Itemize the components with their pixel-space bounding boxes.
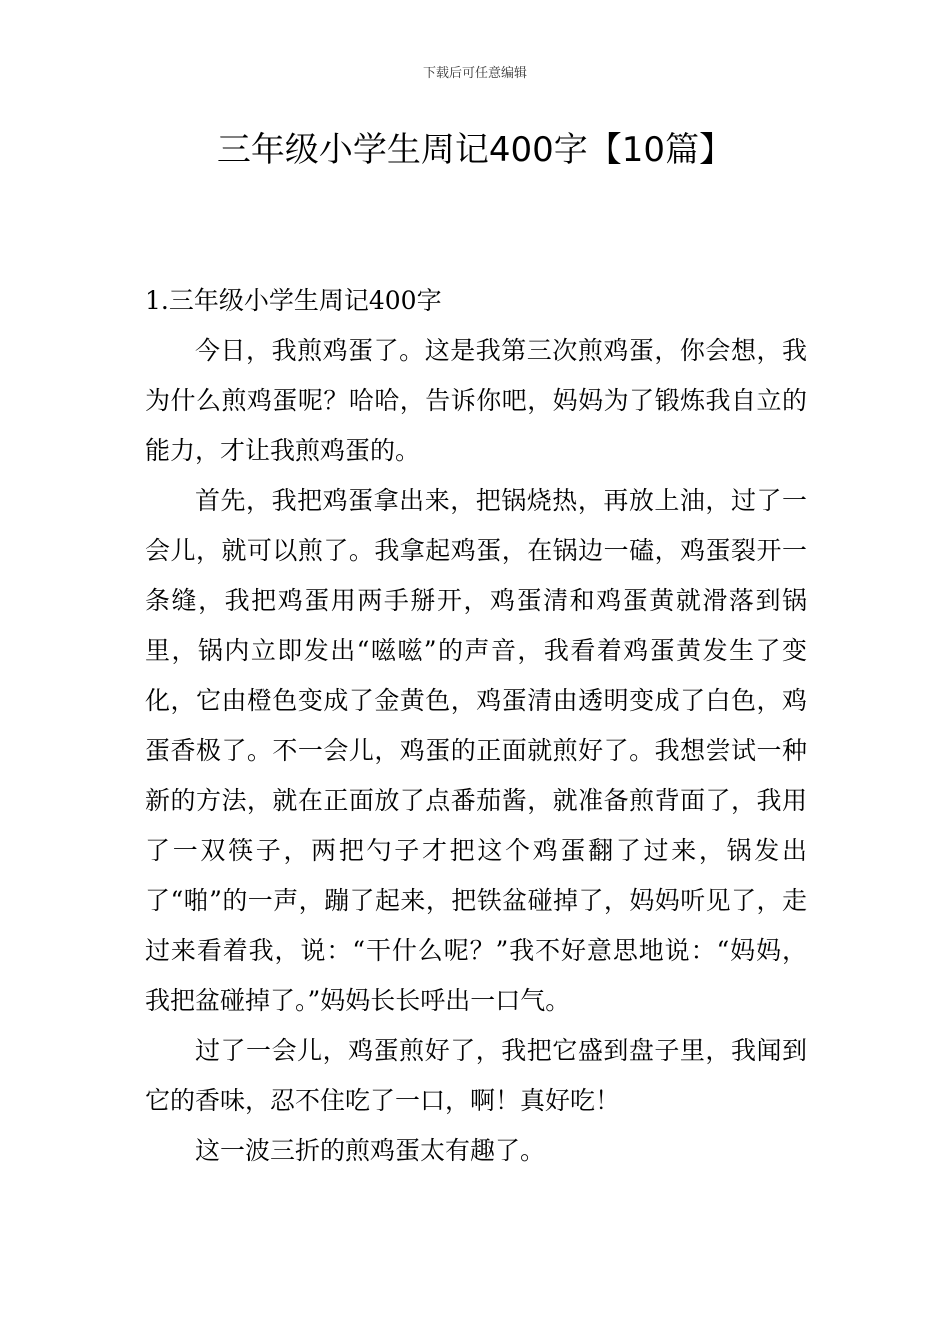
header-note: 下载后可任意编辑	[422, 66, 527, 81]
section-heading: 1.三年级小学生周记400字	[145, 286, 442, 315]
paragraph-3: 过了一会儿，鸡蛋煎好了，我把它盛到盘子里，我闻到它的香味，忍不住吃了一口，啊！真好吃！	[145, 1036, 807, 1115]
paragraph-2: 首先，我把鸡蛋拿出来，把锅烧热，再放上油，过了一会儿，就可以煎了。我拿起鸡蛋，在锅边一磕，鸡蛋裂开一条缝，我把鸡蛋用两手掰开，鸡蛋清和鸡蛋黄就滑落到锅里，锅内立即发出“嗞嗞”的声音，我看着鸡蛋黄发生了变化，它由橙色变成了金黄色，鸡蛋清由透明变成了白色，鸡蛋香极了。不一会儿，鸡蛋的正面就煎好了。我想尝试一种新的方法，就在正面放了点番茄酱，就准备煎背面了，我用了一双筷子，两把勺子才把这个鸡蛋翻了过来，锅发出了“啪”的一声，蹦了起来，把铁盆碰掉了，妈妈听见了，走过来看着我，说：“干什么呢？”我不好意思地说：“妈妈，我把盆碰掉了。”妈妈长长呼出一口气。	[145, 486, 807, 1015]
document-title: 三年级小学生周记400字【10篇】	[216, 130, 734, 170]
essay-section	[145, 276, 807, 1176]
paragraph-1: 今日，我煎鸡蛋了。这是我第三次煎鸡蛋，你会想，我为什么煎鸡蛋呢？哈哈，告诉你吧，妈妈为了锻炼我自立的能力，才让我煎鸡蛋的。	[145, 336, 807, 465]
paragraph-4: 这一波三折的煎鸡蛋太有趣了。	[195, 1136, 546, 1165]
